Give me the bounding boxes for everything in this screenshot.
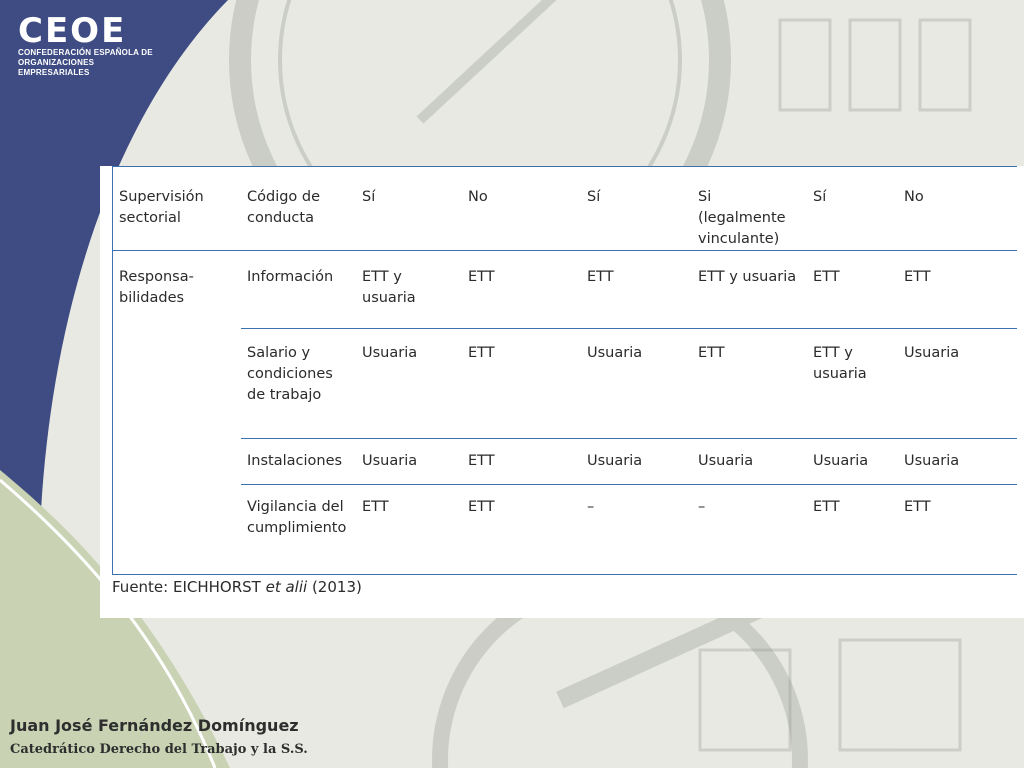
table-cell: ETT [898,485,1017,563]
logo-line-2: ORGANIZACIONES EMPRESARIALES [18,58,95,77]
table-row [113,485,1017,563]
table-cell: Usuaria [898,439,1017,485]
table-cell: ETT [462,251,581,329]
table-cell: ETT y usuaria [692,251,807,329]
table-cell: Usuaria [581,329,692,439]
responsibilities-table [113,167,1017,563]
table-cell: Sí [587,189,601,205]
table-cell: ETT [807,485,898,563]
table-cell: No [468,189,488,205]
source-suffix: (2013) [307,578,362,596]
table-cell: No [904,189,924,205]
table-row [113,329,1017,439]
table-cell: ETT y usuaria [356,251,462,329]
row-group [113,485,241,563]
row-item: Instalaciones [241,439,356,485]
table-cell: ETT y usuaria [807,329,898,439]
row-item: Información [241,251,356,329]
table-cell: Usuaria [807,439,898,485]
table-cell: – [581,485,692,563]
table-cell: ETT [807,251,898,329]
table-cell: ETT [356,485,462,563]
logo-wordmark: CEOE [18,11,127,51]
table-row [113,167,1017,251]
row-group: Responsa-bilidades [113,251,241,329]
row-group [113,329,241,439]
table-cell: ETT [462,329,581,439]
table-cell: Usuaria [692,439,807,485]
row-group: Supervisión sectorial [119,189,204,226]
table-cell: Usuaria [356,329,462,439]
table-frame [112,166,1017,575]
table-cell: – [692,485,807,563]
row-item: Salario y condiciones de trabajo [241,329,356,439]
table-cell: ETT [692,329,807,439]
table-cell: Si (legalmente vinculante) [698,189,786,247]
table-cell: Sí [362,189,376,205]
table-cell: Usuaria [356,439,462,485]
logo-line-1: CONFEDERACIÓN ESPAÑOLA DE [18,48,153,57]
row-item: Código de conducta [247,189,321,226]
row-item: Vigilancia del cumplimiento [241,485,356,563]
table-cell: Sí [813,189,827,205]
source-italic: et alii [265,578,308,596]
table-row [113,251,1017,329]
table-source [112,578,362,596]
table-row [113,439,1017,485]
table-cell: Usuaria [581,439,692,485]
ceoe-logo [18,11,168,78]
table-cell: ETT [462,439,581,485]
table-cell: ETT [462,485,581,563]
row-group [113,439,241,485]
source-prefix: Fuente: EICHHORST [112,578,266,596]
author-name: Juan José Fernández Domínguez [10,716,299,735]
table-cell: Usuaria [898,329,1017,439]
table-cell: ETT [898,251,1017,329]
author-title: Catedrático Derecho del Trabajo y la S.S. [10,742,308,757]
table-card [100,166,1024,618]
table-cell: ETT [581,251,692,329]
